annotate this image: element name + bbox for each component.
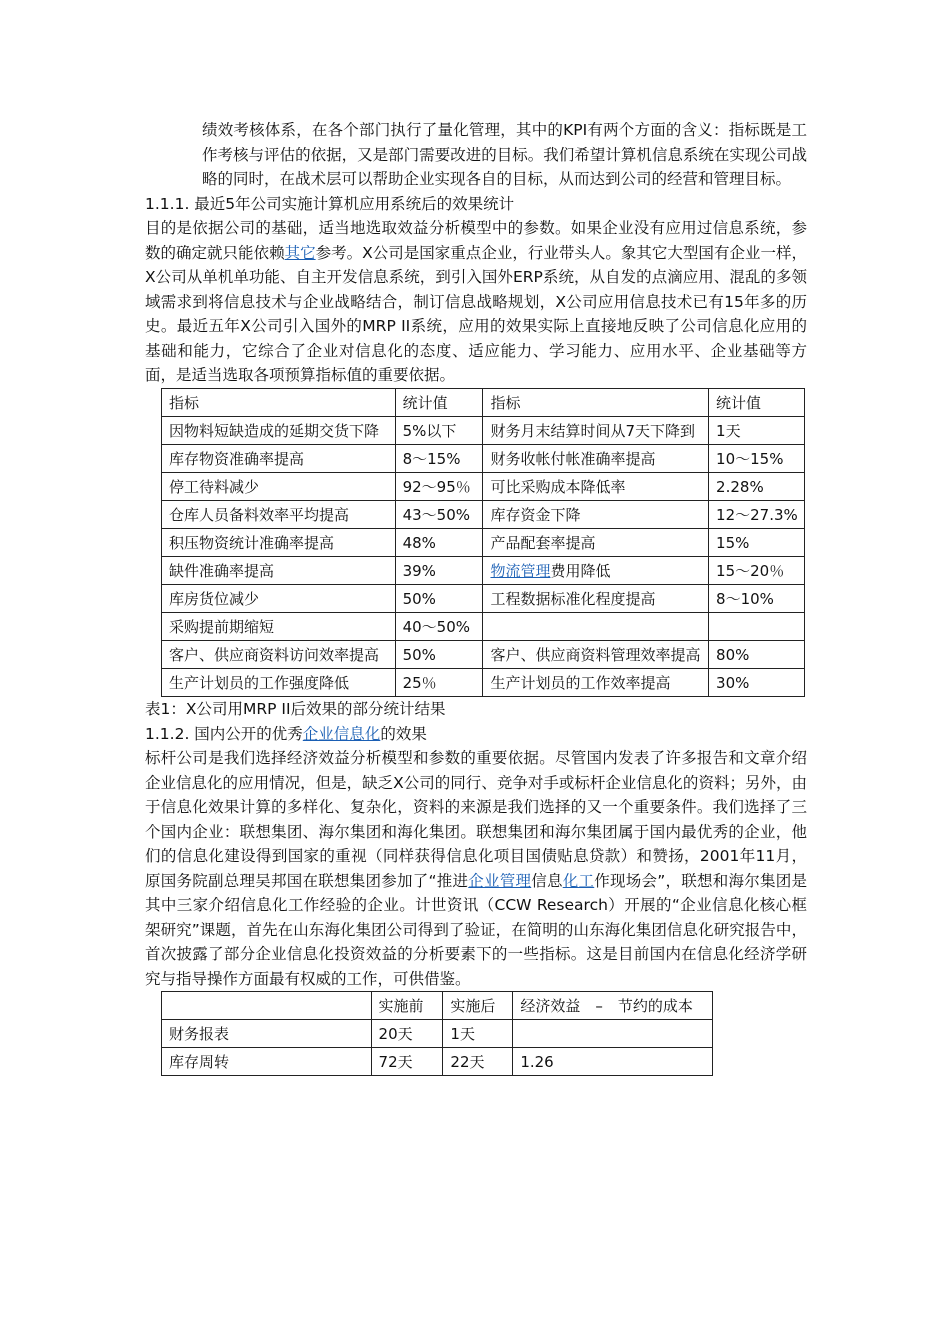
table-row xyxy=(162,500,805,528)
section2-text-c: 作现场会”，联想和海尔集团是其中三家介绍信息化工作经验的企业。计世资讯（CCW Research）开展的“企业信息化核心框架研究”课题，首先在山东海化集团公司得到了验证，在简明的山东海化集团信息化研究报告中，首次披露了部分企业信息化投资效益的分析要素下的一些指标。这是目前国内在信息化经济学研究与指导操作方面最有权威的工作，可供借鉴。 xyxy=(145,871,807,988)
table-cell: 80% xyxy=(709,640,805,668)
table-row xyxy=(162,528,805,556)
section2-text-a: 标杆公司是我们选择经济效益分析模型和参数的重要依据。尽管国内发表了许多报告和文章介绍企业信息化的应用情况，但是，缺乏X公司的同行、竞争对手或标杆企业信息化的资料；另外，由于信息化效果计算的多样化、复杂化，资料的来源是我们选择的又一个重要条件。我们选择了三个国内企业：联想集团、海尔集团和海化集团。联想集团和海尔集团属于国内最优秀的企业，他们的信息化建设得到国家的重视（同样获得信息化项目国债贴息贷款）和赞扬，2001年11月，原国务院副总理吴邦国在联想集团参加了“推进 xyxy=(145,749,807,890)
table-cell: 1.26 xyxy=(513,1048,713,1076)
table-header-cell: 经济效益 – 节约的成本 xyxy=(513,992,713,1020)
table-row xyxy=(162,612,805,640)
link-logistics-management[interactable]: 物流管理 xyxy=(490,561,551,580)
table-cell: 仓库人员备料效率平均提高 xyxy=(162,500,396,528)
section-heading-1-1-1: 1.1.1. 最近5年公司实施计算机应用系统后的效果统计 xyxy=(145,194,515,213)
table-cell: 20天 xyxy=(371,1020,443,1048)
table-header-row xyxy=(162,992,713,1020)
table-cell: 财务报表 xyxy=(162,1020,372,1048)
table-cell: 15～20％ xyxy=(709,556,805,584)
table-cell: 8～10% xyxy=(709,584,805,612)
table-header-row xyxy=(162,388,805,416)
section1-text-b: 参考。X公司是国家重点企业，行业带头人。象其它大型国有企业一样，X公司从单机单功能、自主开发信息系统，到引入国外ERP系统，从自发的点滴应用、混乱的多领域需求到将信息技术与企业战略结合，制订信息战略规划，X公司应用信息技术已有15年多的历史。最近五年X公司引入国外的MRP II系统，应用的效果实际上直接地反映了公司信息化应用的基础和能力，它综合了企业对信息化的态度、适应能力、学习能力、应用水平、企业基础等方面，是适当选取各项预算指标值的重要依据。 xyxy=(145,243,807,384)
section1-paragraph xyxy=(145,216,807,388)
table-cell xyxy=(513,1020,713,1048)
link-other[interactable]: 其它 xyxy=(284,243,316,262)
table-cell: 因物料短缺造成的延期交货下降 xyxy=(162,416,396,444)
table-cell: 8～15% xyxy=(395,444,483,472)
table-cell: 库存资金下降 xyxy=(483,500,709,528)
table-cell: 工程数据标准化程度提高 xyxy=(483,584,709,612)
table-cell: 积压物资统计准确率提高 xyxy=(162,528,396,556)
table-cell: 生产计划员的工作强度降低 xyxy=(162,668,396,696)
table-cell: 2.28% xyxy=(709,472,805,500)
table-row xyxy=(162,472,805,500)
table-cell xyxy=(483,612,709,640)
table-cell: 库存物资准确率提高 xyxy=(162,444,396,472)
table-cell: 停工待料减少 xyxy=(162,472,396,500)
link-chemical-industry[interactable]: 化工 xyxy=(562,871,595,890)
table-row xyxy=(162,640,805,668)
table-cell: 40～50% xyxy=(395,612,483,640)
table-cell: 39% xyxy=(395,556,483,584)
table-cell: 库房货位减少 xyxy=(162,584,396,612)
table-cell: 1天 xyxy=(709,416,805,444)
link-enterprise-informatization[interactable]: 企业信息化 xyxy=(302,724,381,743)
table-cell: 48% xyxy=(395,528,483,556)
effects-table xyxy=(161,388,805,697)
table-cell: 生产计划员的工作效率提高 xyxy=(483,668,709,696)
table-row xyxy=(162,556,805,584)
table-cell: 43～50% xyxy=(395,500,483,528)
table-cell: 10～15% xyxy=(709,444,805,472)
table-cell: 50% xyxy=(395,640,483,668)
section-heading-1-1-2 xyxy=(145,722,807,747)
table-cell: 财务月末结算时间从7天下降到 xyxy=(483,416,709,444)
table-cell xyxy=(709,612,805,640)
document-page xyxy=(145,118,807,1076)
heading-text-a: 1.1.2. 国内公开的优秀 xyxy=(145,724,303,743)
table-cell: 客户、供应商资料管理效率提高 xyxy=(483,640,709,668)
table-cell: 缺件准确率提高 xyxy=(162,556,396,584)
table-header-cell: 统计值 xyxy=(395,388,483,416)
table-cell: 1天 xyxy=(443,1020,513,1048)
heading-text-b: 的效果 xyxy=(380,724,427,743)
table-cell xyxy=(483,556,709,584)
table-cell: 客户、供应商资料访问效率提高 xyxy=(162,640,396,668)
table-row xyxy=(162,1020,713,1048)
table-header-cell: 实施前 xyxy=(371,992,443,1020)
table-cell: 采购提前期缩短 xyxy=(162,612,396,640)
table-cell: 30% xyxy=(709,668,805,696)
table-cell-text: 费用降低 xyxy=(550,561,611,580)
table-cell: 25％ xyxy=(395,668,483,696)
table-row xyxy=(162,1048,713,1076)
table-cell: 财务收帐付帐准确率提高 xyxy=(483,444,709,472)
table-cell: 可比采购成本降低率 xyxy=(483,472,709,500)
table-cell: 12～27.3% xyxy=(709,500,805,528)
table-header-cell: 实施后 xyxy=(443,992,513,1020)
table-header-cell xyxy=(162,992,372,1020)
table-header-cell: 统计值 xyxy=(709,388,805,416)
table-cell: 15% xyxy=(709,528,805,556)
table-row xyxy=(162,416,805,444)
section2-paragraph xyxy=(145,746,807,991)
table-cell: 5%以下 xyxy=(395,416,483,444)
table-row xyxy=(162,444,805,472)
table-header-cell: 指标 xyxy=(483,388,709,416)
table-row xyxy=(162,668,805,696)
table-header-cell: 指标 xyxy=(162,388,396,416)
table-cell: 72天 xyxy=(371,1048,443,1076)
table-cell: 库存周转 xyxy=(162,1048,372,1076)
section2-text-b: 信息 xyxy=(531,871,563,890)
intro-paragraph: 绩效考核体系，在各个部门执行了量化管理，其中的KPI有两个方面的含义：指标既是工作考核与评估的依据，又是部门需要改进的目标。我们希望计算机信息系统在实现公司战略的同时，在战术层可以帮助企业实现各自的目标，从而达到公司的经营和管理目标。 xyxy=(202,121,807,188)
table-cell: 50% xyxy=(395,584,483,612)
table1-caption: 表1：X公司用MRP II后效果的部分统计结果 xyxy=(145,699,446,718)
table-cell: 92～95％ xyxy=(395,472,483,500)
table-cell: 产品配套率提高 xyxy=(483,528,709,556)
table-row xyxy=(162,584,805,612)
section1-text-a: 目的是依据公司的基础，适当地选取效益分析模型中的参数。如果企业没有应用过信息系统，参数的确定就只能依赖 xyxy=(145,219,807,262)
table-cell: 22天 xyxy=(443,1048,513,1076)
link-enterprise-management[interactable]: 企业管理 xyxy=(468,871,532,890)
benefits-table xyxy=(161,991,713,1076)
